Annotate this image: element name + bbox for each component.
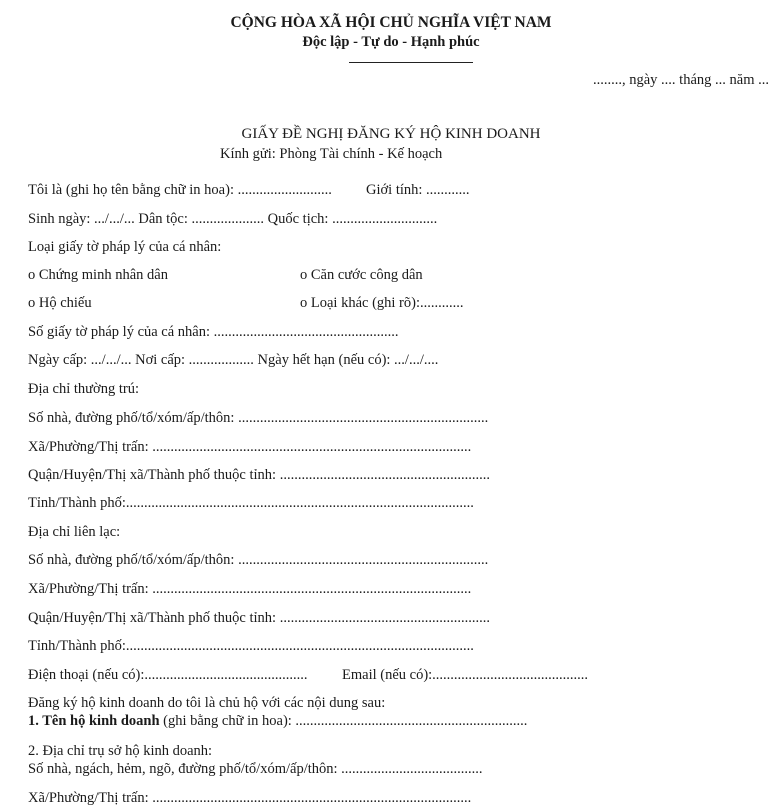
motto-underline [349, 62, 473, 63]
business-address-label: 2. Địa chỉ trụ sở hộ kinh doanh: [28, 743, 213, 759]
recipient-line: Kính gửi: Phòng Tài chính - Kế hoạch [220, 146, 443, 162]
business-street-field: Số nhà, ngách, hẻm, ngõ, đường phố/tổ/xóm/ấp/thôn: ....................................... [28, 761, 483, 777]
date-line: ........, ngày .... tháng ... năm ... [593, 72, 769, 88]
permanent-ward-field: Xã/Phường/Thị trấn: ........................................................................................ [28, 439, 472, 455]
contact-district-field: Quận/Huyện/Thị xã/Thành phố thuộc tỉnh: .......................................................... [28, 610, 490, 626]
contact-street-field: Số nhà, đường phố/tổ/xóm/ấp/thôn: ..................................................................... [28, 552, 489, 568]
permanent-street-field: Số nhà, đường phố/tổ/xóm/ấp/thôn: ..................................................................... [28, 410, 489, 426]
business-name-hint: (ghi bằng chữ in hoa): ................................................................ [159, 713, 528, 729]
option-passport: o Hộ chiếu [28, 295, 92, 311]
form-title: GIẤY ĐỀ NGHỊ ĐĂNG KÝ HỘ KINH DOANH [241, 126, 541, 142]
gender-field: Giới tính: ............ [366, 182, 470, 198]
motto: Độc lập - Tự do - Hạnh phúc [302, 34, 480, 50]
option-other: o Loại khác (ghi rõ):............ [300, 295, 464, 311]
business-name-field [28, 713, 527, 730]
id-type-label: Loại giấy tờ pháp lý của cá nhân: [28, 239, 222, 255]
issue-info-field: Ngày cấp: .../.../... Nơi cấp: .................. Ngày hết hạn (nếu có): .../.../.... [28, 352, 439, 368]
name-field: Tôi là (ghi họ tên bằng chữ in hoa): .......................... [28, 182, 332, 198]
phone-field: Điện thoại (nếu có):............................................. [28, 667, 308, 683]
id-number-field: Số giấy tờ pháp lý của cá nhân: ................................................... [28, 324, 399, 340]
permanent-province-field: Tỉnh/Thành phố:................................................................................................ [28, 495, 474, 511]
permanent-district-field: Quận/Huyện/Thị xã/Thành phố thuộc tỉnh: .......................................................... [28, 467, 490, 483]
email-field: Email (nếu có):........................................... [342, 667, 589, 683]
business-ward-field: Xã/Phường/Thị trấn: ........................................................................................ [28, 790, 472, 806]
option-id-card: o Chứng minh nhân dân [28, 267, 168, 283]
contact-province-field: Tỉnh/Thành phố:................................................................................................ [28, 638, 474, 654]
permanent-address-label: Địa chỉ thường trú: [28, 381, 139, 397]
nation-heading: CỘNG HÒA XÃ HỘI CHỦ NGHĨA VIỆT NAM [230, 14, 552, 31]
registration-intro: Đăng ký hộ kinh doanh do tôi là chủ hộ với các nội dung sau: [28, 695, 386, 711]
contact-ward-field: Xã/Phường/Thị trấn: ........................................................................................ [28, 581, 472, 597]
contact-address-label: Địa chỉ liên lạc: [28, 524, 121, 540]
business-name-label: 1. Tên hộ kinh doanh [28, 713, 160, 729]
birth-ethnicity-nationality-field: Sinh ngày: .../.../... Dân tộc: .................... Quốc tịch: ............................. [28, 211, 438, 227]
option-citizen-card: o Căn cước công dân [300, 267, 423, 283]
